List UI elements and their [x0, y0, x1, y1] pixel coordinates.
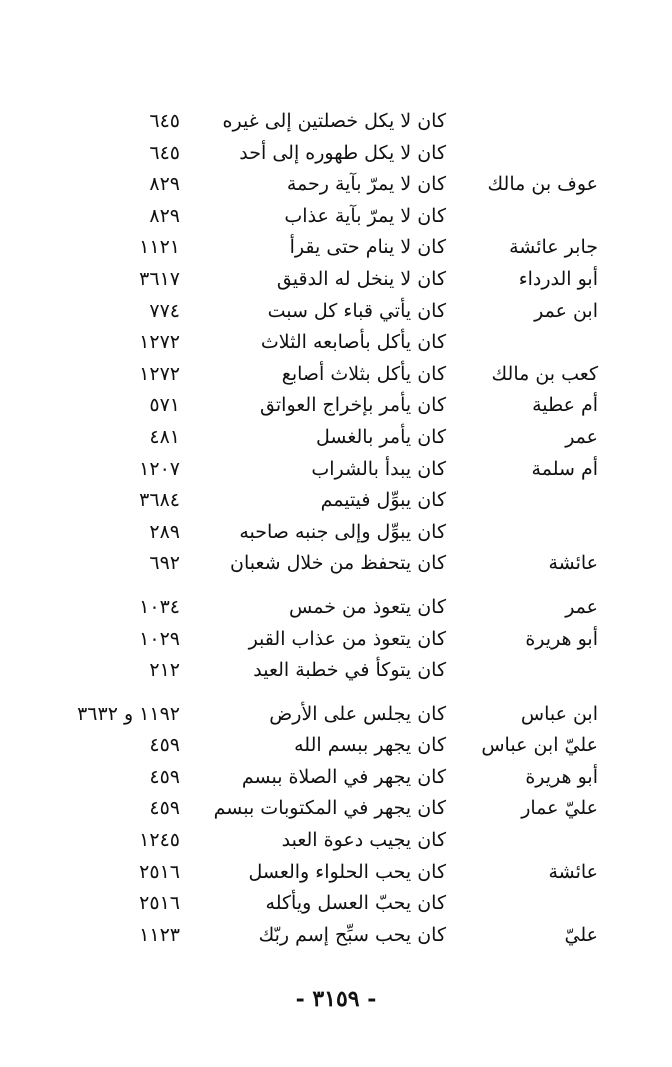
hadith-text: كان يحبّ العسل ويأكله: [265, 892, 446, 915]
reference-number: ٥٧١: [149, 394, 180, 417]
index-row: [0, 327, 672, 359]
narrator: أبو هريرة: [525, 627, 598, 650]
hadith-text: كان يتحفظ من خلال شعبان: [230, 552, 446, 575]
hadith-text: كان لا يكل طهوره إلى أحد: [239, 141, 446, 164]
index-row: [0, 201, 672, 233]
hadith-text: كان يحب سبِّح إسم ربّك: [258, 923, 446, 946]
index-row: [0, 138, 672, 170]
reference-number: ١٢٧٢: [139, 331, 180, 354]
narrator: أم سلمة: [531, 457, 598, 480]
index-row: [0, 888, 672, 920]
reference-number: ٧٧٤: [149, 299, 180, 322]
index-row: [0, 762, 672, 794]
reference-number: ٦٩٢: [149, 552, 180, 575]
hadith-text: كان لا ينام حتى يقرأ: [289, 236, 446, 259]
index-row: [0, 920, 672, 952]
index-row: [0, 548, 672, 580]
index-row: [0, 169, 672, 201]
hadith-text: كان يأمر بالغسل: [316, 425, 446, 448]
hadith-text: كان يتعوذ من عذاب القبر: [248, 627, 446, 650]
index-row: [0, 517, 672, 549]
index-row: [0, 232, 672, 264]
hadith-text: كان لا يمرّ بآية رحمة: [286, 173, 446, 196]
narrator: عمر: [565, 425, 598, 448]
index-row: [0, 825, 672, 857]
reference-number: ١٠٣٤: [139, 595, 180, 618]
reference-number: ٤٥٩: [149, 797, 180, 820]
index-row: [0, 793, 672, 825]
hadith-text: كان يجلس على الأرض: [269, 702, 446, 725]
index-row: [0, 422, 672, 454]
reference-number: ٤٥٩: [149, 734, 180, 757]
hadith-text: كان يجيب دعوة العبد: [281, 829, 446, 852]
hadith-text: كان يأتي قباء كل سبت: [267, 299, 446, 322]
hadith-text: كان لا يمرّ بآية عذاب: [284, 204, 446, 227]
narrator: أم عطية: [532, 394, 598, 417]
index-row: [0, 624, 672, 656]
reference-number: ٢٥١٦: [139, 860, 180, 883]
hadith-text: كان يجهر في الصلاة ببسم: [241, 765, 446, 788]
reference-number: ٨٢٩: [149, 204, 180, 227]
reference-number: ٢٨٩: [149, 520, 180, 543]
index-row: [0, 390, 672, 422]
hadith-text: كان يأكل بثلاث أصابع: [281, 362, 446, 385]
narrator: كعب بن مالك: [491, 362, 598, 385]
index-row: [0, 857, 672, 889]
reference-number: ٢٥١٦: [139, 892, 180, 915]
narrator: عوف بن مالك: [487, 173, 598, 196]
index-row: [0, 296, 672, 328]
reference-number: ١٢٤٥: [139, 829, 180, 852]
reference-number: ١١٢٣: [139, 923, 180, 946]
reference-number: ٦٤٥: [149, 141, 180, 164]
index-row: [0, 730, 672, 762]
hadith-text: كان يأمر بإخراج العواتق: [260, 394, 446, 417]
narrator: عائشة: [548, 552, 598, 575]
index-row: [0, 454, 672, 486]
hadith-text: كان يبوِّل فيتيمم: [320, 489, 446, 512]
hadith-text: كان لا يكل خصلتين إلى غيره: [222, 110, 446, 132]
narrator: عليّ: [564, 923, 598, 946]
reference-number: ٤٨١: [149, 425, 180, 448]
index-row: [0, 699, 672, 731]
reference-number: ٣٦١٧: [139, 267, 180, 290]
reference-number: ١٢٧٢: [139, 362, 180, 385]
hadith-text: كان يحب الحلواء والعسل: [248, 860, 446, 883]
reference-number: ٨٢٩: [149, 173, 180, 196]
hadith-text: كان يجهر ببسم الله: [294, 734, 446, 757]
page-number: - ٣١٥٩ -: [295, 986, 377, 1012]
reference-number: ١٠٢٩: [139, 627, 180, 650]
index-row: [0, 264, 672, 296]
narrator: أبو هريرة: [525, 765, 598, 788]
index-row: [0, 106, 672, 138]
reference-number: ٣٦٨٤: [139, 489, 180, 512]
hadith-text: كان يتعوذ من خمس: [289, 595, 446, 618]
hadith-text: كان لا ينخل له الدقيق: [276, 267, 446, 290]
hadith-text: كان يبوِّل وإلى جنبه صاحبه: [239, 520, 446, 543]
reference-number: ١١٢١: [139, 236, 180, 259]
hadith-text: كان يتوكأ في خطبة العيد: [253, 659, 446, 682]
index-row: [0, 592, 672, 624]
narrator: عليّ عمار: [521, 797, 598, 820]
index-row: [0, 485, 672, 517]
reference-number: ٤٥٩: [149, 765, 180, 788]
narrator: ابن عمر: [534, 299, 598, 322]
narrator: ابن عباس: [520, 702, 598, 725]
reference-number: ١١٩٢ و ٣٦٣٢: [77, 702, 180, 725]
hadith-index-table: [0, 106, 672, 951]
narrator: جابر عائشة: [509, 236, 598, 259]
hadith-text: كان يبدأ بالشراب: [311, 457, 446, 480]
narrator: عليّ ابن عباس: [481, 734, 598, 757]
narrator: أبو الدرداء: [518, 267, 598, 290]
reference-number: ٦٤٥: [149, 110, 180, 132]
narrator: عائشة: [548, 860, 598, 883]
narrator: عمر: [565, 595, 598, 618]
index-row: [0, 359, 672, 391]
reference-number: ١٢٠٧: [139, 457, 180, 480]
hadith-text: كان يجهر في المكتوبات ببسم: [213, 797, 446, 820]
hadith-text: كان يأكل بأصابعه الثلاث: [260, 331, 446, 354]
index-row: [0, 655, 672, 687]
reference-number: ٢١٢: [149, 659, 180, 682]
